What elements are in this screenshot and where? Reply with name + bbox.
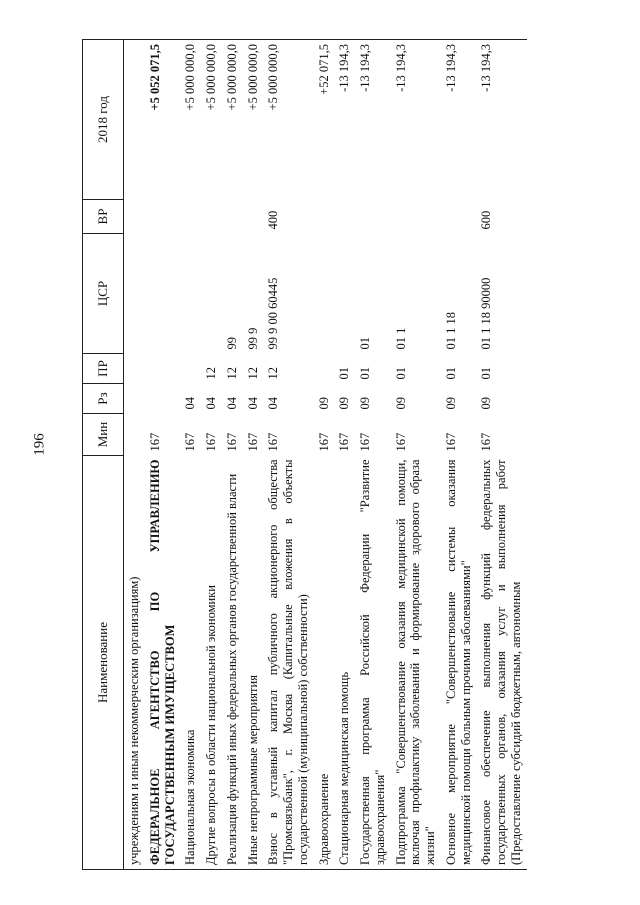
row-name: Финансовое обеспечение выполнения функций федеральных государственных органов, оказания услуг и выполнения работ (Предоставление субсидий бюджетным, автономным <box>476 456 526 870</box>
row-name: Национальная экономика <box>180 456 201 870</box>
row-pr: 12 <box>245 367 260 380</box>
row-rz: 04 <box>266 397 281 410</box>
header-vr: ВР <box>83 200 124 234</box>
row-min <box>124 414 145 456</box>
row-vr <box>243 200 264 234</box>
row-value: +5 052 071,5 <box>145 40 181 200</box>
row-min: 167 <box>443 432 458 452</box>
header-min: Мин <box>83 414 124 456</box>
row-vr <box>145 200 181 234</box>
row-pr <box>124 354 145 384</box>
row-rz <box>124 384 145 414</box>
row-csr: 01 <box>358 337 372 350</box>
row-min: 167 <box>479 432 494 452</box>
row-pr: 01 <box>443 367 458 380</box>
row-name: Реализация функций иных федеральных органов государственной власти <box>222 456 243 870</box>
row-vr: 400 <box>266 210 281 230</box>
row-vr <box>180 200 201 234</box>
page-number: 196 <box>31 433 48 456</box>
row-csr <box>314 234 335 354</box>
row-pr: 12 <box>204 367 218 380</box>
row-name: Другие вопросы в области национальной экономики <box>201 456 222 870</box>
row-pr: 01 <box>393 367 408 380</box>
row-name: Государственная программа Российской Федерации "Развитие здравоохранения" <box>355 456 391 870</box>
row-csr <box>180 234 201 354</box>
row-value: +52 071,5 <box>314 40 335 200</box>
row-rz: 09 <box>358 397 372 410</box>
row-min: 167 <box>183 432 198 452</box>
row-name: учреждениям и иным некоммерческим организациям) <box>124 456 145 870</box>
table-row <box>124 40 145 870</box>
row-value: -13 194,3 <box>441 40 477 200</box>
table-header-row <box>83 40 124 870</box>
row-min: 167 <box>266 432 281 452</box>
row-value: -13 194,3 <box>334 40 355 200</box>
header-rz: Рз <box>83 384 124 414</box>
row-name: Иные непрограммные мероприятия <box>243 456 264 870</box>
row-rz: 09 <box>393 397 408 410</box>
table-row <box>334 40 355 870</box>
row-rz: 04 <box>204 397 218 410</box>
row-value <box>124 40 145 200</box>
row-vr <box>391 200 441 234</box>
row-vr <box>124 200 145 234</box>
row-name: Основное мероприятие "Совершенствование системы оказания медицинской помощи больным прочими заболеваниями" <box>441 456 477 870</box>
table-row <box>145 40 181 870</box>
table-body <box>124 40 527 870</box>
row-csr <box>145 234 181 354</box>
budget-table <box>82 39 527 870</box>
row-vr <box>441 200 477 234</box>
table-row <box>355 40 391 870</box>
row-min: 167 <box>245 432 260 452</box>
table-row <box>441 40 477 870</box>
row-csr: 01 1 18 90000 <box>479 277 494 350</box>
table-row <box>314 40 335 870</box>
row-value: +5 000 000,0 <box>243 40 264 200</box>
table-row <box>222 40 243 870</box>
row-value: +5 000 000,0 <box>222 40 243 200</box>
row-name: ФЕДЕРАЛЬНОЕ АГЕНТСТВО ПО УПРАВЛЕНИЮ ГОСУДАРСТВЕННЫМ ИМУЩЕСТВОМ <box>145 456 181 870</box>
table-row <box>263 40 313 870</box>
row-rz: 09 <box>316 397 331 410</box>
row-min: 167 <box>316 432 331 452</box>
row-value: +5 000 000,0 <box>263 40 313 200</box>
row-csr: 99 <box>224 337 239 350</box>
row-rz: 04 <box>183 397 198 410</box>
table-row <box>391 40 441 870</box>
row-name: Подпрограмма "Совершенствование оказания медицинской помощи, включая профилактику заболеваний и формирование здорового образа жизни" <box>391 456 441 870</box>
row-csr: 99 9 <box>245 327 260 350</box>
row-rz: 09 <box>479 397 494 410</box>
header-name: Наименование <box>83 456 124 870</box>
row-csr <box>334 234 355 354</box>
table-row <box>201 40 222 870</box>
row-csr: 99 9 00 60445 <box>266 277 281 350</box>
header-csr: ЦСР <box>83 234 124 354</box>
row-min: 167 <box>224 432 239 452</box>
row-pr <box>145 354 181 384</box>
row-rz: 09 <box>443 397 458 410</box>
row-min: 167 <box>147 432 162 452</box>
row-vr: 600 <box>479 210 494 230</box>
row-vr <box>314 200 335 234</box>
row-pr: 12 <box>224 367 239 380</box>
row-value: -13 194,3 <box>476 40 526 200</box>
row-csr <box>201 234 222 354</box>
row-vr <box>222 200 243 234</box>
header-pr: ПР <box>83 354 124 384</box>
row-min: 167 <box>204 432 218 452</box>
row-csr: 01 1 <box>393 327 408 350</box>
row-name: Взнос в уставный капитал публичного акционерного общества "Промсвязьбанк", г. Москва (Капитальные вложения в объекты государственной (муниципальной) собственности) <box>263 456 313 870</box>
row-pr <box>314 354 335 384</box>
row-vr <box>201 200 222 234</box>
table-row <box>180 40 201 870</box>
row-csr <box>124 234 145 354</box>
row-pr: 01 <box>479 367 494 380</box>
row-csr: 01 1 18 <box>443 312 458 350</box>
row-value: -13 194,3 <box>391 40 441 200</box>
row-rz: 04 <box>224 397 239 410</box>
row-name: Здравоохранение <box>314 456 335 870</box>
row-name: Стационарная медицинская помощь <box>334 456 355 870</box>
row-pr: 01 <box>337 367 352 380</box>
row-min: 167 <box>337 432 352 452</box>
row-rz <box>145 384 181 414</box>
table-row <box>243 40 264 870</box>
row-pr <box>180 354 201 384</box>
table-row <box>476 40 526 870</box>
row-rz: 04 <box>245 397 260 410</box>
row-value: -13 194,3 <box>355 40 391 200</box>
row-min: 167 <box>358 432 372 452</box>
row-rz: 09 <box>337 397 352 410</box>
row-min: 167 <box>393 432 408 452</box>
row-value: +5 000 000,0 <box>201 40 222 200</box>
row-pr: 12 <box>266 367 281 380</box>
row-value: +5 000 000,0 <box>180 40 201 200</box>
row-vr <box>355 200 391 234</box>
row-vr <box>334 200 355 234</box>
row-pr: 01 <box>358 367 372 380</box>
rotated-page-content <box>82 30 627 870</box>
header-year: 2018 год <box>83 40 124 200</box>
